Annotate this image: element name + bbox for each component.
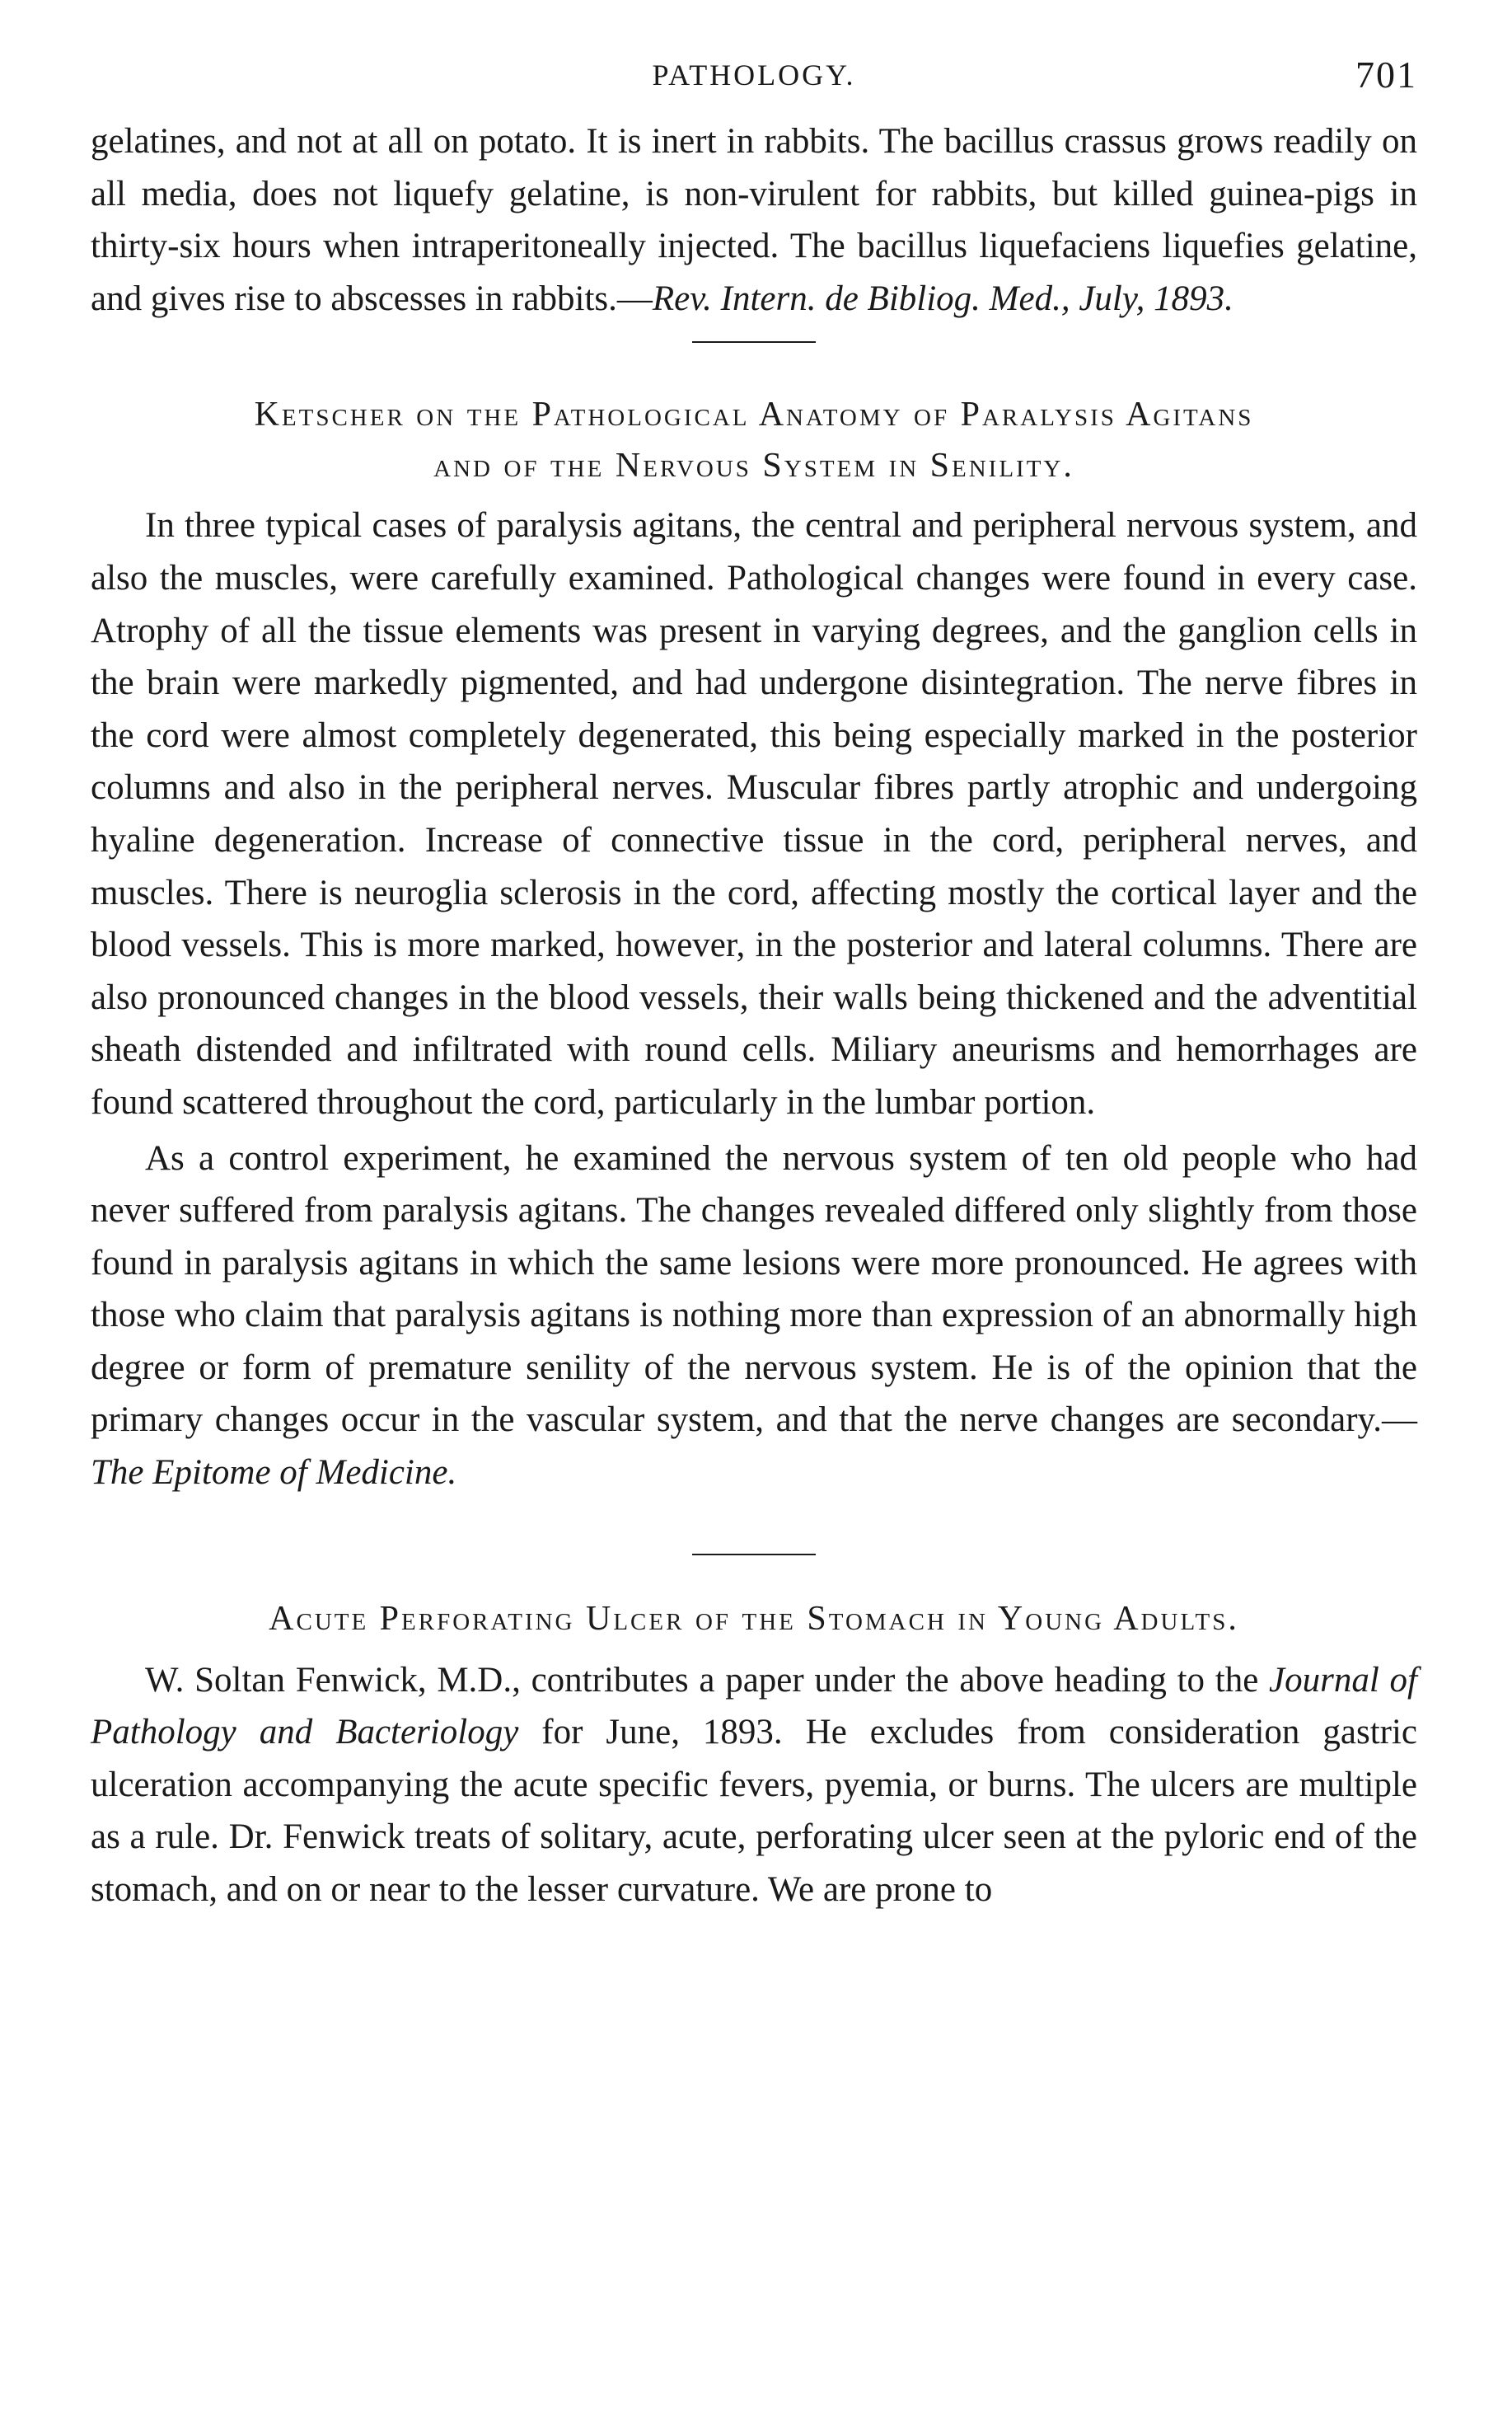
article2-text-start: W. Soltan Fenwick, M.D., contributes a paper under the above heading to the — [145, 1660, 1270, 1700]
page-number: 701 — [1355, 54, 1417, 96]
article1-paragraph1: In three typical cases of paralysis agitans, the central and peripheral nervous system, and also the muscles, were carefully examined. Pathological changes were found in every case. Atrophy of all the tissue elements was present in varying degrees, and the ganglion cells in the brain were markedly pigmented, and had undergone disintegration. The nerve fibres in the cord were almost completely degenerated, this being especially marked in the posterior columns and also in the peripheral nerves. Muscular fibres partly atrophic and undergoing hyaline degeneration. Increase of connective tissue in the cord, peripheral nerves, and muscles. There is neuroglia sclerosis in the cord, affecting mostly the cortical layer and the blood vessels. This is more marked, however, in the posterior and lateral columns. There are also pronounced changes in the blood vessels, their walls being thickened and the adventitial sheath distended and infiltrated with round cells. Miliary aneurisms and hemorrhages are found scattered throughout the cord, particularly in the lumbar portion. — [91, 506, 1417, 1122]
article1-title-line1: Ketscher on the Pathological Anatomy of Paralysis Agitans — [254, 396, 1254, 434]
article1-title-line2: and of the Nervous System in Senility. — [433, 447, 1074, 485]
article2-paragraph — [91, 1654, 1417, 1916]
article1-paragraph2-text: As a control experiment, he examined the nervous system of ten old people who had never suffered from paralysis agitans. The changes revealed differed only slightly from those found in paralysis agitans in which the same lesions were more pronounced. He agrees with those who claim that paralysis agitans is nothing more than expression of an abnormally high degree or form of premature senility of the nervous system. He is of the opinion that the primary changes occur in the vascular system, and that the nerve changes are secondary.— — [91, 1138, 1417, 1440]
continuation-paragraph — [91, 115, 1417, 325]
running-title: PATHOLOGY. — [652, 59, 856, 91]
book-page — [91, 54, 1417, 1916]
article2-journal: Journal of Pathology and Bacteriology — [91, 1660, 1417, 1752]
article2-text-rest: for June, 1893. He excludes from consideration gastric ulceration accompanying the acute specific fevers, pyemia, or burns. The ulcers are multiple as a rule. Dr. Fenwick treats of solitary, acute, perforating ulcer seen at the pyloric end of the stomach, and on or near to the lesser curvature. We are prone to — [91, 1713, 1417, 1910]
section-divider — [692, 1554, 816, 1555]
article1-paragraph2 — [91, 1132, 1417, 1499]
continuation-citation: Rev. Intern. de Bibliog. Med., July, 1893. — [652, 279, 1233, 318]
article2-title: Acute Perforating Ulcer of the Stomach in Young Adults. — [269, 1599, 1239, 1638]
article1-citation: The Epitome of Medicine. — [91, 1453, 457, 1493]
running-head — [91, 54, 1417, 115]
continuation-text: gelatines, and not at all on potato. It is inert in rabbits. The bacillus crassus grows readily on all media, does not liquefy gelatine, is non-virulent for rabbits, but killed guinea-pigs in thirty-six hours when intraperitoneally injected. The bacillus liquefaciens liquefies gelatine, and gives rise to abscesses in rabbits.— — [91, 122, 1417, 318]
section-divider — [692, 341, 816, 343]
